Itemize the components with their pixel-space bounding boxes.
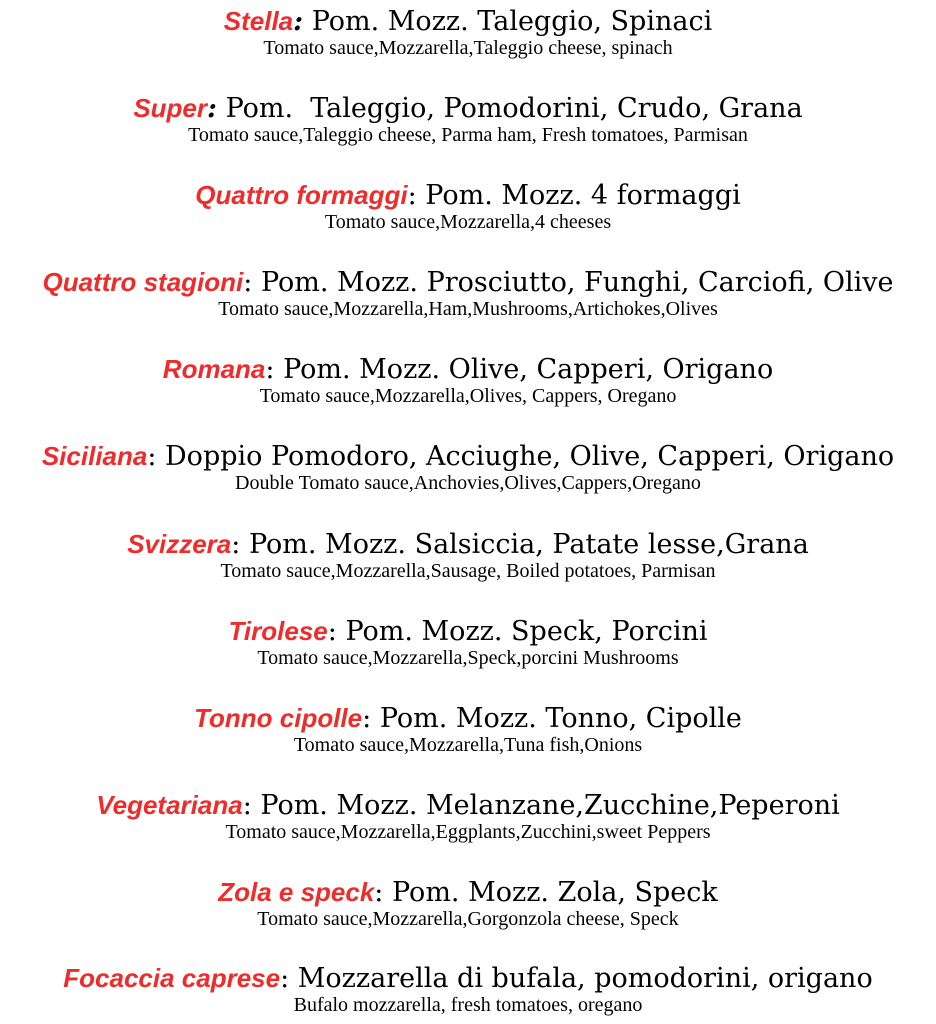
name-separator: : bbox=[265, 354, 275, 385]
ingredients-english: Bufalo mozzarella, fresh tomatoes, oregano bbox=[293, 994, 643, 1016]
menu-item-romana bbox=[0, 353, 936, 407]
name-separator: : bbox=[231, 529, 241, 560]
name-separator: : bbox=[407, 180, 417, 211]
ingredients-english: Tomato sauce,Mozzarella,Taleggio cheese, spinach bbox=[263, 37, 673, 59]
name-separator: : bbox=[362, 703, 372, 734]
pizza-name: Stella bbox=[223, 6, 294, 36]
menu-item-tirolese bbox=[0, 615, 936, 669]
ingredients-english: Tomato sauce,Mozzarella,Eggplants,Zucchini,sweet Peppers bbox=[225, 821, 711, 843]
ingredients-italian: Pom. Mozz. Prosciutto, Funghi, Carciofi, Olive bbox=[252, 267, 894, 298]
name-separator: : bbox=[207, 93, 217, 124]
ingredients-italian: Doppio Pomodoro, Acciughe, Olive, Capperi, Origano bbox=[156, 441, 895, 472]
name-separator: : bbox=[327, 616, 337, 647]
pizza-name: Quattro formaggi bbox=[195, 180, 408, 210]
menu-item-tonno-cipolle bbox=[0, 702, 936, 756]
menu-item-title bbox=[0, 92, 936, 124]
pizza-name: Zola e speck bbox=[218, 877, 375, 907]
name-separator: : bbox=[147, 441, 157, 472]
ingredients-italian: Pom. Mozz. Melanzane,Zucchine,Peperoni bbox=[251, 790, 840, 821]
menu-item-title bbox=[0, 962, 936, 994]
menu-item-title bbox=[0, 440, 936, 472]
menu-item-super bbox=[0, 92, 936, 146]
pizza-name: Romana bbox=[162, 354, 266, 384]
pizza-name: Quattro stagioni bbox=[42, 267, 244, 297]
ingredients-english: Tomato sauce,Mozzarella,Speck,porcini Mushrooms bbox=[257, 647, 679, 669]
pizza-name: Svizzera bbox=[127, 529, 232, 559]
ingredients-english: Tomato sauce,Taleggio cheese, Parma ham, Fresh tomatoes, Parmisan bbox=[188, 124, 748, 146]
ingredients-italian: Pom. Mozz. Olive, Capperi, Origano bbox=[274, 354, 774, 385]
ingredients-italian: Pom. Mozz. Salsiccia, Patate lesse,Grana bbox=[240, 529, 809, 560]
pizza-name: Siciliana bbox=[41, 441, 148, 471]
menu-item-stella bbox=[0, 5, 936, 59]
ingredients-english: Double Tomato sauce,Anchovies,Olives,Cappers,Oregano bbox=[235, 472, 701, 494]
ingredients-english: Tomato sauce,Mozzarella,Tuna fish,Onions bbox=[293, 734, 643, 756]
name-separator: : bbox=[243, 267, 253, 298]
ingredients-italian: Pom. Mozz. Speck, Porcini bbox=[336, 616, 708, 647]
menu-item-quattro-stagioni bbox=[0, 266, 936, 320]
name-separator: : bbox=[280, 963, 290, 994]
menu-item-title bbox=[0, 528, 936, 560]
pizza-name: Tirolese bbox=[228, 616, 328, 646]
name-separator: : bbox=[293, 6, 304, 37]
menu-item-vegetariana bbox=[0, 789, 936, 843]
ingredients-english: Tomato sauce,Mozzarella,Ham,Mushrooms,Artichokes,Olives bbox=[218, 298, 718, 320]
pizza-name: Focaccia caprese bbox=[63, 963, 281, 993]
ingredients-italian: Pom. Mozz. Tonno, Cipolle bbox=[371, 703, 742, 734]
menu-item-quattro-formaggi bbox=[0, 179, 936, 233]
ingredients-english: Tomato sauce,Mozzarella,4 cheeses bbox=[324, 211, 612, 233]
menu-item-zola-e-speck bbox=[0, 876, 936, 930]
menu-item-focaccia-caprese bbox=[0, 962, 936, 1016]
name-separator: : bbox=[242, 790, 252, 821]
ingredients-english: Tomato sauce,Mozzarella,Gorgonzola cheese, Speck bbox=[257, 908, 679, 930]
pizza-name: Vegetariana bbox=[96, 790, 243, 820]
menu-item-title bbox=[0, 179, 936, 211]
pizza-name: Tonno cipolle bbox=[194, 703, 363, 733]
ingredients-italian: Pom. Mozz. Taleggio, Spinaci bbox=[303, 6, 713, 37]
menu-item-title bbox=[0, 353, 936, 385]
name-separator: : bbox=[374, 877, 384, 908]
ingredients-italian: Pom. Mozz. 4 formaggi bbox=[416, 180, 741, 211]
menu-item-title bbox=[0, 789, 936, 821]
ingredients-italian: Pom. Taleggio, Pomodorini, Crudo, Grana bbox=[216, 93, 803, 124]
menu-item-title bbox=[0, 266, 936, 298]
ingredients-english: Tomato sauce,Mozzarella,Sausage, Boiled potatoes, Parmisan bbox=[220, 560, 716, 582]
menu-item-title bbox=[0, 615, 936, 647]
menu-item-siciliana bbox=[0, 440, 936, 494]
menu-item-title bbox=[0, 876, 936, 908]
ingredients-italian: Mozzarella di bufala, pomodorini, origano bbox=[289, 963, 873, 994]
menu-item-title bbox=[0, 702, 936, 734]
ingredients-english: Tomato sauce,Mozzarella,Olives, Cappers, Oregano bbox=[259, 385, 677, 407]
menu-item-svizzera bbox=[0, 528, 936, 582]
menu-item-title bbox=[0, 5, 936, 37]
ingredients-italian: Pom. Mozz. Zola, Speck bbox=[383, 877, 718, 908]
pizza-name: Super bbox=[133, 93, 208, 123]
